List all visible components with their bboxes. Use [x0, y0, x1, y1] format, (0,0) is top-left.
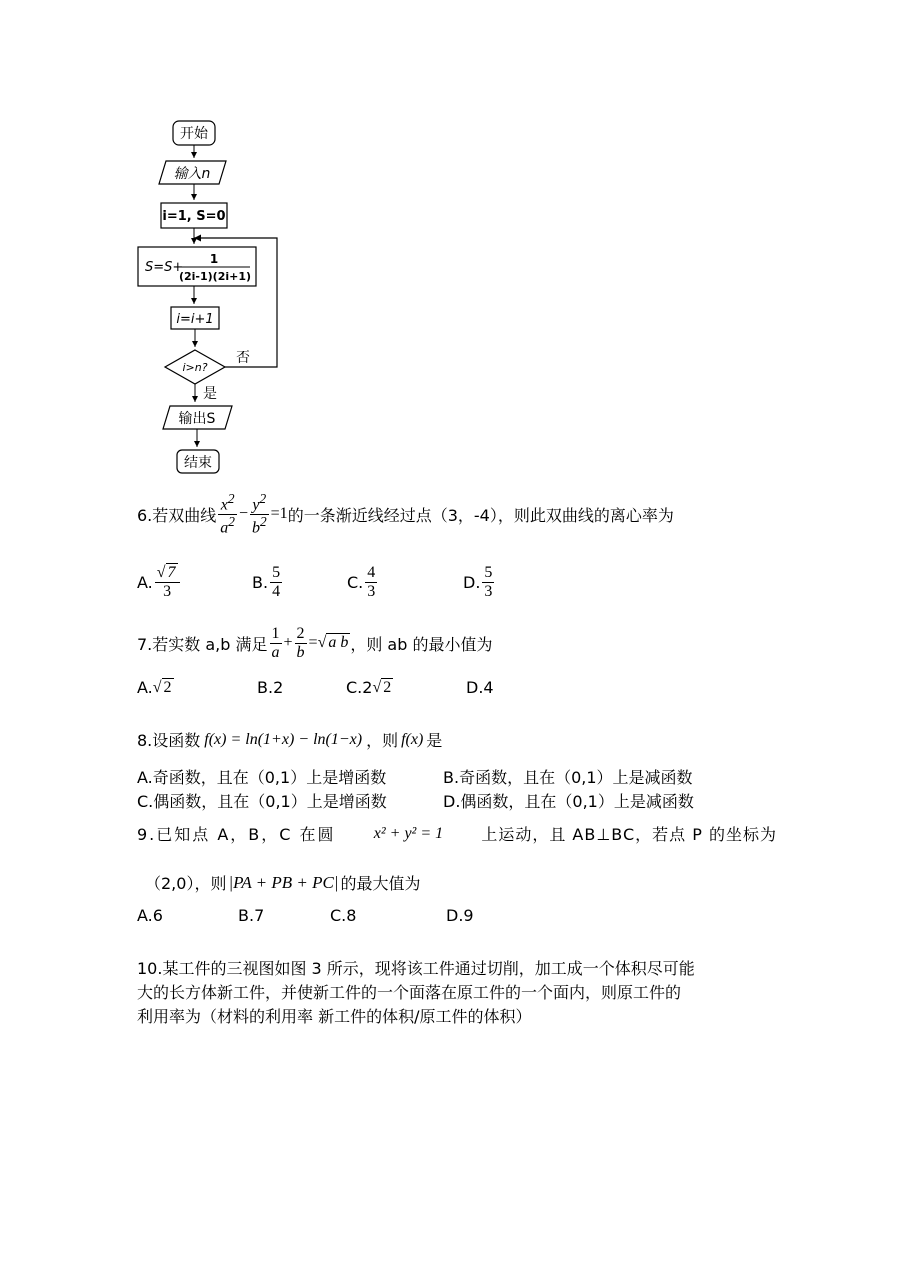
q7-options [137, 678, 657, 704]
q8-func2: f(x) [401, 730, 424, 748]
q9-suffix: 上运动，且 AB⊥BC，若点 P 的坐标为 [481, 825, 777, 844]
q7-suffix: ，则 ab 的最小值为 [350, 634, 493, 654]
question-10-line-1: 10.某工件的三视图如图 3 所示，现将该工件通过切削，加工成一个体积尽可能 [137, 959, 695, 978]
q6-frac-y: $\frac{y^2}{b^2}$ [251, 490, 267, 536]
q9-option-d: D.9 [446, 906, 474, 925]
q6-suffix: 的一条渐近线经过点（3，-4），则此双曲线的离心率为 [287, 505, 674, 525]
q6-eq-tail: =1 [270, 505, 288, 522]
flow-condition-text: i>n? [182, 361, 208, 374]
q8-prefix: 8.设函数 [137, 731, 201, 750]
flow-yes-label: 是 [203, 386, 217, 402]
q7-option-d: D.4 [466, 678, 494, 697]
q6-option-d: D. $\frac{5}{3}$ [463, 563, 493, 600]
q6-frac-x: $\frac{x^2}{a^2}$ [220, 490, 235, 536]
flow-no-label: 否 [236, 350, 250, 366]
question-6: 6.若双曲线 $\frac{x^2}{a^2}$ − $\frac{y^2}{b^2}$ =1 的一条渐近线经过点（3，-4），则此双曲线的离心率为 [137, 490, 674, 536]
q6-option-a: A. $\frac{√ 7}{3}$ [137, 560, 182, 604]
q6-option-b: B. $\frac{5}{4}$ [252, 563, 281, 600]
question-9 [137, 822, 777, 845]
q9-option-a: A.6 [137, 906, 163, 925]
flow-start-text: 开始 [180, 126, 208, 142]
flowchart [0, 0, 909, 480]
flow-end-text: 结束 [184, 455, 212, 471]
flow-sum-num: 1 [209, 252, 219, 266]
flow-sum-prefix: S=S+ [145, 260, 184, 275]
q8-suffix: 是 [426, 731, 443, 750]
q8-mid: ，则 [366, 731, 399, 750]
q7-option-a: A. √ 2 [137, 678, 172, 697]
q8-option-b: B.奇函数，且在（0,1）上是减函数 [443, 768, 693, 787]
q7-option-b: B.2 [257, 678, 284, 697]
q9-option-b: B.7 [238, 906, 265, 925]
flow-sum-den: (2i-1)(2i+1) [178, 270, 252, 283]
flow-input-text: 输入n [173, 166, 211, 182]
q9-option-c: C.8 [330, 906, 357, 925]
q7-prefix: 7.若实数 a,b 满足 [137, 634, 268, 654]
q6-prefix: 6.若双曲线 [137, 505, 217, 525]
flow-increment-text: i=i+1 [176, 312, 214, 327]
q8-func: f(x) = ln(1+x) − ln(1−x) [204, 730, 363, 748]
flow-output-text: 输出S [178, 411, 216, 427]
question-8 [137, 728, 442, 751]
q9-prefix: 9.已知点 A，B，C 在圆 [137, 825, 336, 844]
q8-option-a: A.奇函数，且在（0,1）上是增函数 [137, 768, 387, 787]
q6-options [137, 560, 657, 604]
q8-option-c: C.偶函数，且在（0,1）上是增函数 [137, 792, 387, 811]
q8-option-d: D.偶函数，且在（0,1）上是减函数 [443, 792, 694, 811]
question-7: 7.若实数 a,b 满足 $\frac{1}{a}$ + $\frac{2}{b}$ = √ a b ，则 ab 的最小值为 [137, 624, 493, 661]
q9-expr: |PA + PB + PC| [228, 872, 339, 892]
question-10-line-2: 大的长方体新工件，并使新工件的一个面落在原工件的一个面内，则原工件的 [137, 983, 682, 1002]
flow-init-text: i=1, S=0 [162, 209, 226, 224]
q9-line2-suffix: 的最大值为 [340, 874, 421, 893]
q9-circle: x² + y² = 1 [373, 824, 444, 842]
q6-option-c: C. $\frac{4}{3}$ [347, 563, 376, 600]
q7-option-c: C.2 √ 2 [346, 678, 392, 697]
q9-line2 [145, 871, 421, 894]
q9-line2-prefix: （2,0），则 [145, 874, 227, 893]
question-10-line-3: 利用率为（材料的利用率 新工件的体积/原工件的体积） [137, 1007, 532, 1026]
